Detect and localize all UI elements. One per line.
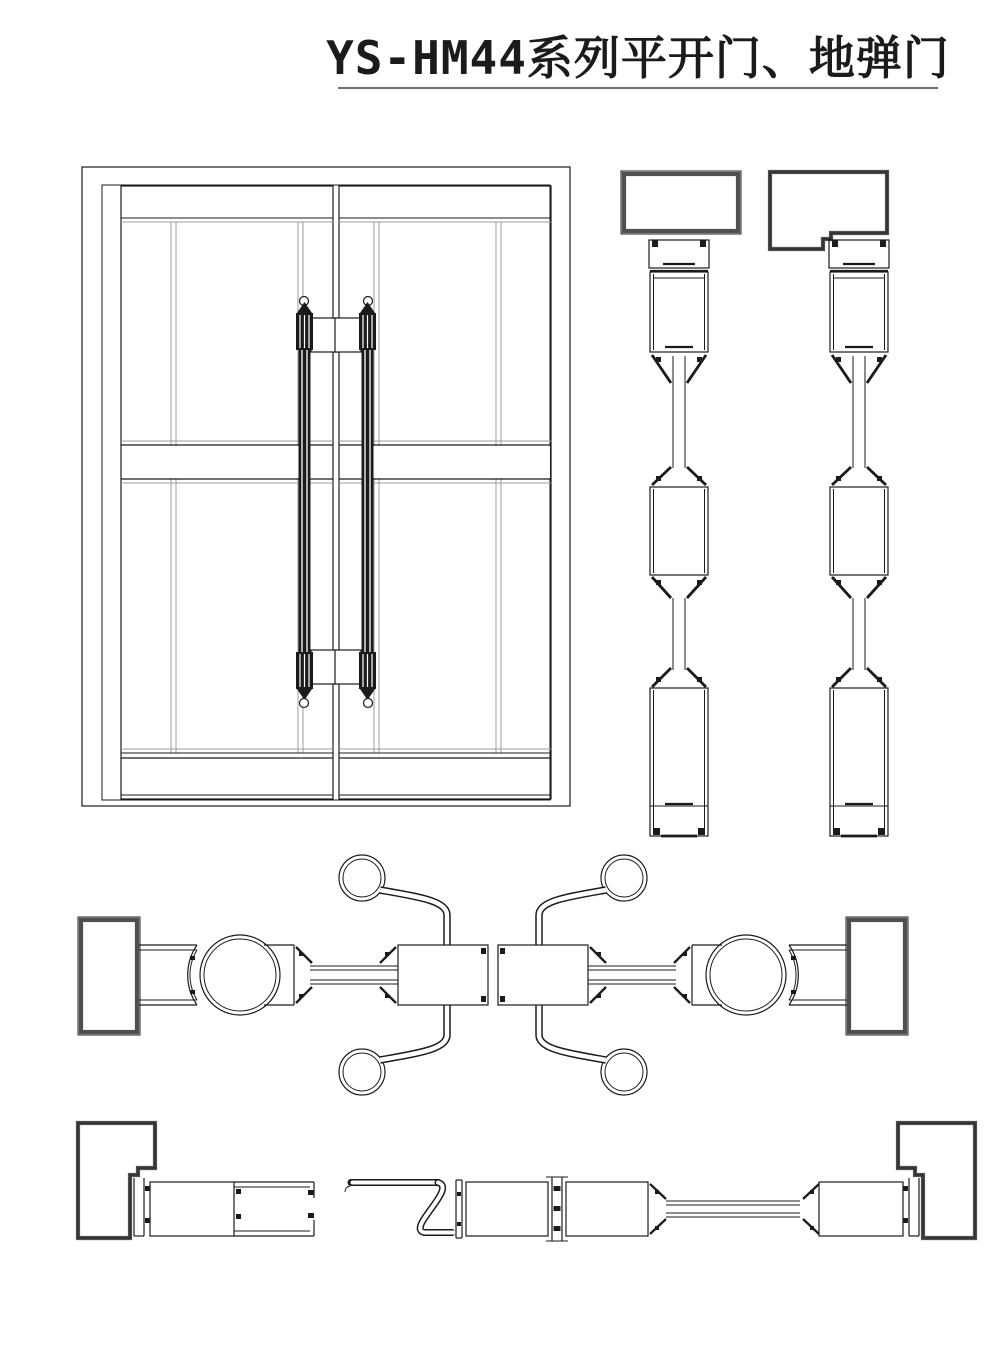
drawing-title: YS-HM44系列平开门、地弹门 [326, 31, 950, 85]
jamb-assembly [78, 1123, 234, 1238]
handle-bracket [311, 650, 337, 684]
meeting-stile-box [566, 1182, 648, 1236]
glass-section [310, 966, 398, 984]
threshold-sweep [345, 1183, 454, 1233]
wall-block [770, 172, 887, 249]
lock-channel [234, 1182, 314, 1236]
handle-finial [300, 699, 309, 708]
vertical-section-right [770, 172, 889, 836]
meeting-stile-box [398, 945, 488, 1005]
wall-block [81, 920, 137, 1032]
door-frame-outer [82, 167, 570, 806]
vertical-section-left [621, 171, 741, 836]
jamb-profile [136, 945, 197, 1005]
horizontal-section-pivot [78, 855, 908, 1095]
handle-tube-section [339, 855, 385, 901]
handle-bracket [311, 318, 337, 352]
horizontal-section-lock [78, 1123, 975, 1241]
title-block [326, 31, 950, 88]
door-elevation-view [82, 167, 570, 806]
handle-finial [364, 699, 373, 708]
glass-section [666, 1201, 800, 1217]
weather-bar [456, 1180, 462, 1238]
handle-bracket [335, 650, 361, 684]
pull-handle-left [296, 297, 337, 708]
door-stile-box [150, 1182, 234, 1236]
interlock-seam [546, 1177, 568, 1241]
door-frame-inner [102, 185, 550, 800]
pull-handle-right [335, 297, 376, 708]
handle-bracket [335, 318, 361, 352]
meeting-stile-box [466, 1182, 548, 1236]
handle-shaft [362, 350, 374, 652]
pivot-stile-circle [200, 935, 280, 1015]
handle-shaft [299, 350, 311, 652]
pivot-half [78, 855, 488, 1095]
wall-block [624, 174, 738, 231]
handle-tube-section [339, 1049, 385, 1095]
